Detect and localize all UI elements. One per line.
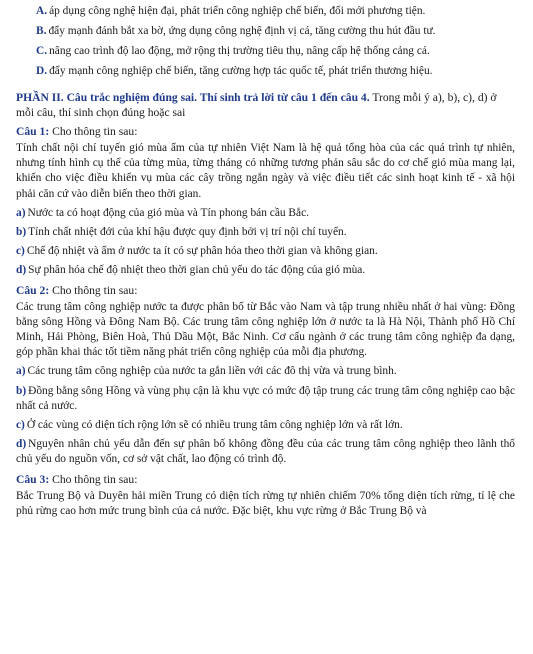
statement-d[interactable] — [16, 437, 515, 467]
statement-d[interactable] — [16, 263, 515, 278]
option-letter: D. — [36, 65, 48, 77]
question-label: Câu 2: — [16, 283, 50, 297]
option-text: áp dụng công nghệ hiện đại, phát triển công nghiệp chế biến, đổi mới phương tiện. — [49, 5, 426, 17]
option-text: nâng cao trình độ lao động, mở rộng thị trường tiêu thụ, nâng cấp hệ thống cảng cá. — [49, 45, 430, 57]
option-text: đẩy mạnh đánh bắt xa bờ, ứng dụng công nghệ định vị cá, tăng cường thu hút đầu tư. — [48, 25, 436, 37]
question-header — [16, 283, 515, 298]
statement-text: Ở các vùng có diện tích rộng lớn sẽ có nhiều trung tâm công nghiệp lớn và rất lớn. — [26, 419, 403, 432]
answer-option-b[interactable] — [16, 24, 515, 38]
question-2 — [16, 283, 515, 468]
statement-b[interactable] — [16, 384, 515, 414]
question-passage: Các trung tâm công nghiệp nước ta được phân bố từ Bắc vào Nam và tập trung nhiều nhất ở hai vùng: Đồng bằng sông Hồng và Đông Nam Bộ. Các trung tâm công nghiệp lớn ở nước ta là Hà Nội, Thành phố Hồ Chí Minh, Hải Phòng, Biên Hoà, Thủ Dầu Một, Bắc Ninh. Cơ cấu ngành ở các trung tâm công nghiệp đa dạng, góp phần khai thác tốt tiềm năng phát triển công nghiệp của mỗi địa phương. — [16, 300, 515, 359]
question-passage: Bắc Trung Bộ và Duyên hải miền Trung có diện tích rừng tự nhiên chiếm 70% tổng diện tích rừng, tỉ lệ che phủ rừng cao hơn mức trung bình của cả nước. Đặc biệt, khu vực rừng ở Bắc Trung Bộ và — [16, 489, 515, 517]
statement-letter: d) — [16, 264, 27, 277]
statement-letter: a) — [16, 206, 26, 219]
question-label: Câu 1: — [16, 125, 50, 138]
statement-letter: a) — [16, 365, 26, 378]
question-intro: Cho thông tin sau: — [49, 283, 138, 297]
statement-a[interactable] — [16, 364, 515, 379]
statement-letter: b) — [16, 384, 27, 397]
statement-text: Tính chất nhiệt đới của khí hậu được quy định bởi vị trí nội chí tuyến. — [28, 226, 347, 239]
statement-text: Đồng bằng sông Hồng và vùng phụ cận là khu vực có mức độ tập trung các trung tâm công nghiệp cao bậc nhất cả nước. — [16, 384, 515, 412]
statement-c[interactable] — [16, 244, 515, 259]
question-header — [16, 472, 515, 487]
statement-text: Chế độ nhiệt và ẩm ở nước ta ít có sự phân hóa theo thời gian và không gian. — [26, 245, 378, 258]
answer-option-c[interactable] — [16, 44, 515, 58]
question-label: Câu 3: — [16, 472, 50, 486]
statement-letter: c) — [16, 245, 25, 258]
question-passage: Tính chất nội chí tuyến gió mùa ẩm của tự nhiên Việt Nam là hệ quả tổng hòa của các quá trình tự nhiên, nhưng tính hình cụ thể của từng mùa, từng tháng có những tương phản sâu sắc do cơ chế gió mùa mang lại, khiến cho việc điều khiển vụ mùa các cây trồng ngắn ngày và việc điều tiết các sinh hoạt kinh tế - xã hội phải căn cứ vào diễn biến theo thời gian. — [16, 142, 515, 200]
statement-a[interactable] — [16, 206, 515, 221]
option-text: đẩy mạnh công nghiệp chế biến, tăng cường hợp tác quốc tế, phát triển thương hiệu. — [49, 65, 433, 77]
statement-c[interactable] — [16, 418, 515, 433]
option-letter: B. — [36, 25, 47, 37]
part-two-heading — [16, 90, 515, 120]
question-intro: Cho thông tin sau: — [49, 125, 138, 138]
question-intro: Cho thông tin sau: — [49, 472, 138, 486]
statement-text: Sự phân hóa chế độ nhiệt theo thời gian chủ yếu do tác động của gió mùa. — [28, 264, 366, 277]
answer-option-a[interactable] — [16, 4, 515, 18]
answer-option-d[interactable] — [16, 64, 515, 78]
statement-text: Nguyên nhân chủ yếu dẫn đến sự phân bố không đồng đều của các trung tâm công nghiệp theo lãnh thổ chủ yếu do nguồn vốn, cơ sở vật chất, lao động có trình độ. — [16, 438, 515, 466]
statement-letter: d) — [16, 438, 27, 451]
question-3 — [16, 472, 515, 519]
previous-answer-options — [16, 4, 515, 78]
statement-letter: c) — [16, 419, 25, 432]
part-instruction: Trong mỗi ý a), b), c), d) ở mỗi câu, thí sinh chọn đúng hoặc sai — [16, 91, 497, 119]
option-letter: A. — [36, 5, 48, 17]
statement-b[interactable] — [16, 225, 515, 240]
statement-letter: b) — [16, 226, 27, 239]
statement-text: Nước ta có hoạt động của gió mùa và Tín phong bán cầu Bắc. — [27, 206, 309, 219]
part-title: PHẦN II. Câu trắc nghiệm đúng sai. Thí sinh trả lời từ câu 1 đến câu 4. — [16, 91, 370, 104]
statement-text: Các trung tâm công nghiệp của nước ta gắn liền với các đô thị vừa và trung bình. — [27, 365, 397, 378]
question-header — [16, 124, 515, 139]
question-1 — [16, 124, 515, 279]
option-letter: C. — [36, 45, 48, 57]
